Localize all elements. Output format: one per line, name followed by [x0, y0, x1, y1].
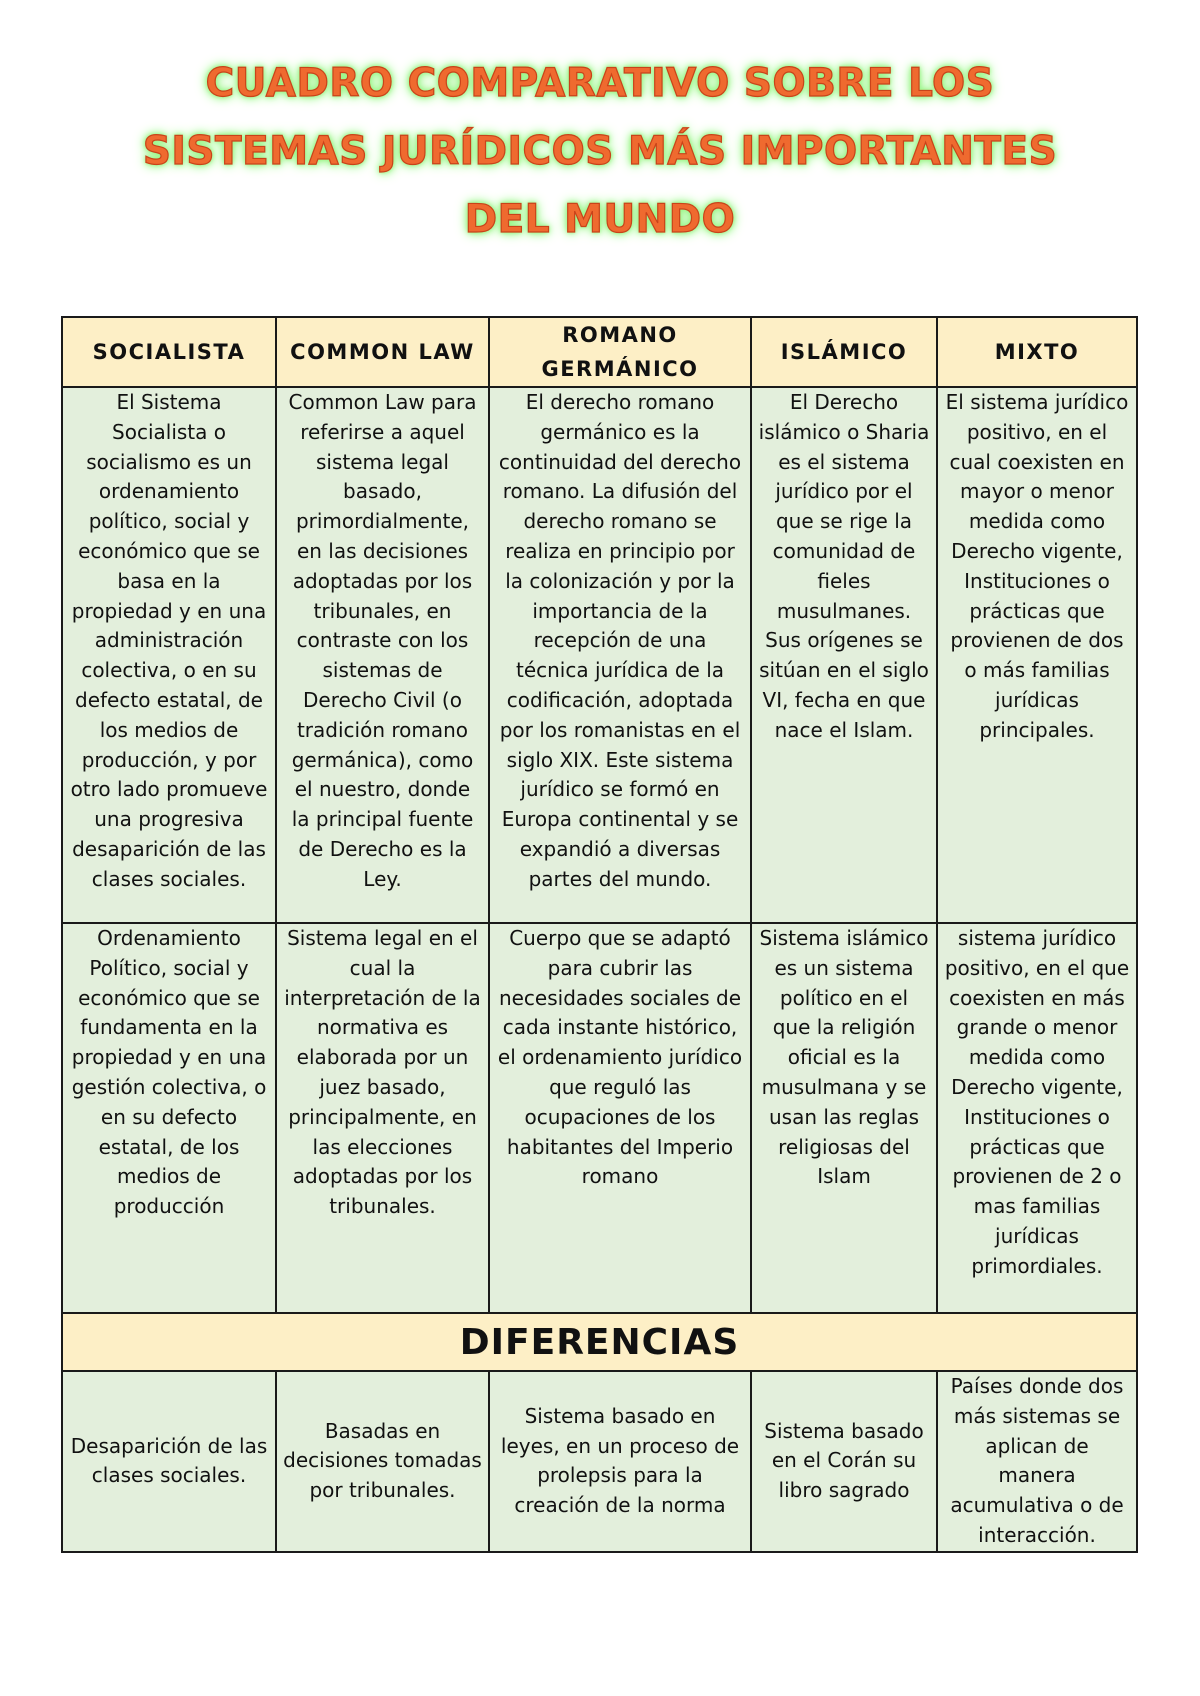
header-common-law: COMMON LAW — [276, 317, 489, 387]
header-socialista: SOCIALISTA — [62, 317, 276, 387]
cell-common-law-description: Sistema legal en el cual la interpretación de la normativa es elaborada por un juez basado, principalmente, en las elecciones adoptadas por los tribunales. — [276, 923, 489, 1313]
cell-mixto-difference: Países donde dos más sistemas se aplican de manera acumulativa o de interacción. — [937, 1371, 1137, 1552]
title-line-1: CUADRO COMPARATIVO SOBRE LOS — [205, 61, 995, 106]
table-row — [62, 923, 1137, 1313]
cell-romano-germanico-difference: Sistema basado en leyes, en un proceso de prolepsis para la creación de la norma — [489, 1371, 751, 1552]
cell-islamico-description: Sistema islámico es un sistema político en el que la religión oficial es la musulmana y se usan las reglas religiosas del Islam — [751, 923, 937, 1313]
cell-socialista-description: Ordenamiento Político, social y económico que se fundamenta en la propiedad y en una gestión colectiva, o en su defecto estatal, de los medios de producción — [62, 923, 276, 1313]
cell-common-law-definition: Common Law para referirse a aquel sistema legal basado, primordialmente, en las decisiones adoptadas por los tribunales, en contraste con los sistemas de Derecho Civil (o tradición romano germánica), como el nuestro, donde la principal fuente de Derecho es la Ley. — [276, 387, 489, 923]
title-line-2: SISTEMAS JURÍDICOS MÁS IMPORTANTES — [142, 129, 1058, 174]
diferencias-heading: DIFERENCIAS — [62, 1313, 1137, 1371]
header-romano-germanico: ROMANO GERMÁNICO — [489, 317, 751, 387]
table-row — [62, 387, 1137, 923]
cell-islamico-difference: Sistema basado en el Corán su libro sagrado — [751, 1371, 937, 1552]
cell-islamico-definition: El Derecho islámico o Sharia es el sistema jurídico por el que se rige la comunidad de fieles musulmanes. Sus orígenes se sitúan en el siglo VI, fecha en que nace el Islam. — [751, 387, 937, 923]
header-mixto: MIXTO — [937, 317, 1137, 387]
cell-romano-germanico-description: Cuerpo que se adaptó para cubrir las necesidades sociales de cada instante histórico, el ordenamiento jurídico que reguló las ocupaciones de los habitantes del Imperio romano — [489, 923, 751, 1313]
cell-romano-germanico-definition: El derecho romano germánico es la continuidad del derecho romano. La difusión del derecho romano se realiza en principio por la colonización y por la importancia de la recepción de una técnica jurídica de la codificación, adoptada por los romanistas en el siglo XIX. Este sistema jurídico se formó en Europa continental y se expandió a diversas partes del mundo. — [489, 387, 751, 923]
header-islamico: ISLÁMICO — [751, 317, 937, 387]
table-header-row — [62, 317, 1137, 387]
title-line-3: DEL MUNDO — [464, 197, 736, 242]
table-row — [62, 1371, 1137, 1552]
cell-socialista-definition: El Sistema Socialista o socialismo es un ordenamiento político, social y económico que se basa en la propiedad y en una administración colectiva, o en su defecto estatal, de los medios de producción, y por otro lado promueve una progresiva desaparición de las clases sociales. — [62, 387, 276, 923]
comparison-table — [61, 316, 1138, 1553]
cell-mixto-description: sistema jurídico positivo, en el que coexisten en más grande o menor medida como Derecho vigente, Instituciones o prácticas que provienen de 2 o mas familias jurídicas primordiales. — [937, 923, 1137, 1313]
cell-socialista-difference: Desaparición de las clases sociales. — [62, 1371, 276, 1552]
cell-mixto-definition: El sistema jurídico positivo, en el cual coexisten en mayor o menor medida como Derecho vigente, Instituciones o prácticas que provienen de dos o más familias jurídicas principales. — [937, 387, 1137, 923]
document-title — [0, 50, 1200, 254]
cell-common-law-difference: Basadas en decisiones tomadas por tribunales. — [276, 1371, 489, 1552]
diferencias-row — [62, 1313, 1137, 1371]
